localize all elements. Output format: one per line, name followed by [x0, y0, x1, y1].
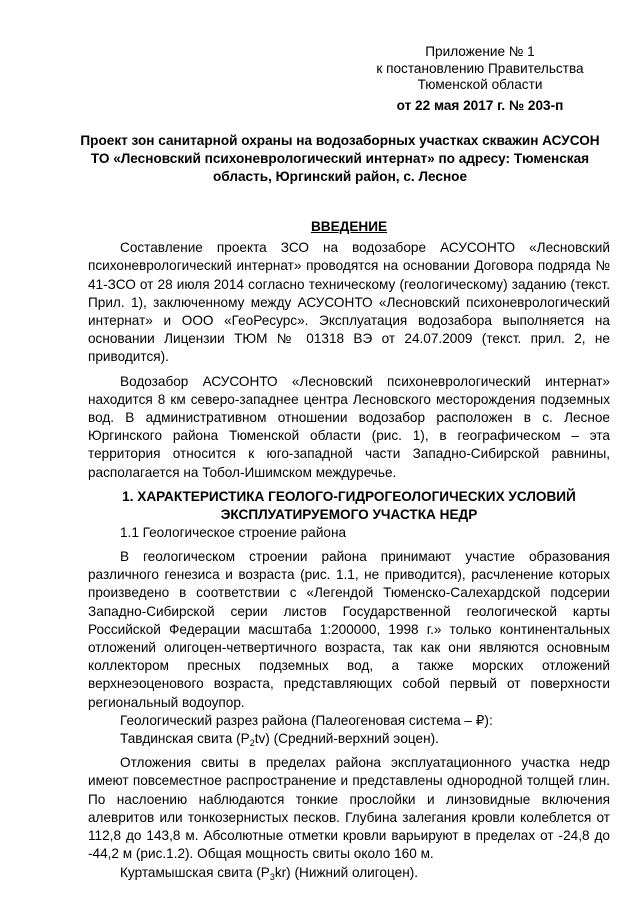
- kurtamysh-text-start: Куртамышская свита (P: [120, 864, 270, 880]
- document-body: [88, 218, 610, 882]
- intro-heading: ВВЕДЕНИЕ: [310, 219, 388, 234]
- tavda-text-end: tv) (Средний-верхний эоцен).: [254, 731, 439, 747]
- tavda-text-start: Тавдинская свита (P: [120, 731, 250, 747]
- kurtamysh-text-end: kr) (Нижний олигоцен).: [274, 864, 418, 880]
- intro-paragraph-2: Водозабор АСУСОНТО «Лесновский психоневрологический интернат» находится 8 км северо-западнее центра Лесновского месторождения подземных вод. В административном отношении водозабор расположен в с. Лесное Юргинского района Тюменской области (рис. 1), в географическом – эта территория относится к юго-западной части Западно-Сибирской равнины, располагается на Тобол-Ишимском междуречье.: [88, 373, 610, 480]
- kurtamysh-subscript: 3: [269, 871, 275, 882]
- appendix-ref-line: к постановлению Правительства: [376, 60, 584, 76]
- appendix-region-line: Тюменской области: [417, 77, 543, 92]
- geology-paragraph-1: В геологическом строении района принимают участие образования различного генезиса и возраста (рис. 1.1, не приводится), расчленение которых произведено в соответствии с «Легендой Тюменско-Салехардской подсерии Западно-Сибирской серии листов Государственной геологической карты Российской Федерации масштаба 1:200000, 1998 г.» только континентальных отложений олигоцен-четвертичного возраста, так как они являются основным коллектором пресных подземных вод, а также морских отложений верхнеэоценового возраста, представляющих собой первый от поверхности региональный водоупор.: [88, 549, 610, 710]
- tavda-subscript: 2: [249, 738, 255, 749]
- tavda-formation-line: [88, 730, 610, 748]
- geological-section-line: Геологический разрез района (Палеогеновая система – ₽):: [120, 712, 493, 728]
- project-title: Проект зон санитарной охраны на водозаборных участках скважин АСУСОН ТО «Лесновский психоневрологический интернат» по адресу: Тюменская область, Юргинский район, с. Лесное: [80, 133, 600, 184]
- appendix-number: Приложение № 1: [425, 44, 535, 59]
- appendix-block: [360, 44, 600, 114]
- subsection-1-1-heading: 1.1 Геологическое строение района: [120, 524, 347, 540]
- appendix-date: от 22 мая 2017 г. № 203-п: [396, 97, 564, 113]
- geology-paragraph-2: Отложения свиты в пределах района эксплуатационного участка недр имеют повсеместное распространение и представлены однородной толщей глин. По наслоению наблюдаются тонкие прослойки и линзовидные включения алевритов или тонкозернистых песков. Глубина залегания кровли колеблется от 112,8 до 143,8 м. Абсолютные отметки кровли варьируют в пределах от -24,8 до -44,2 м (рис.1.2). Общая мощность свиты около 160 м.: [88, 755, 610, 862]
- intro-paragraph-1: Составление проекта ЗСО на водозаборе АСУСОНТО «Лесновский психоневрологический интернат» проводятся на основании Договора подряда № 41-ЗСО от 28 июля 2014 согласно техническому (геологическому) заданию (текст. Прил. 1), заключенному между АСУСОНТО «Лесновский психоневрологический интернат» и ООО «ГеоРесурс». Эксплуатация водозабора выполняется на основании Лицензии ТЮМ № 01318 ВЭ от 24.07.2009 (текст. прил. 2, не приводится).: [88, 240, 610, 365]
- section-1-heading: 1. ХАРАКТЕРИСТИКА ГЕОЛОГО-ГИДРОГЕОЛОГИЧЕСКИХ УСЛОВИЙ ЭКСПЛУАТИРУЕМОГО УЧАСТКА НЕДР: [122, 488, 576, 522]
- kurtamysh-formation-line: [88, 864, 610, 882]
